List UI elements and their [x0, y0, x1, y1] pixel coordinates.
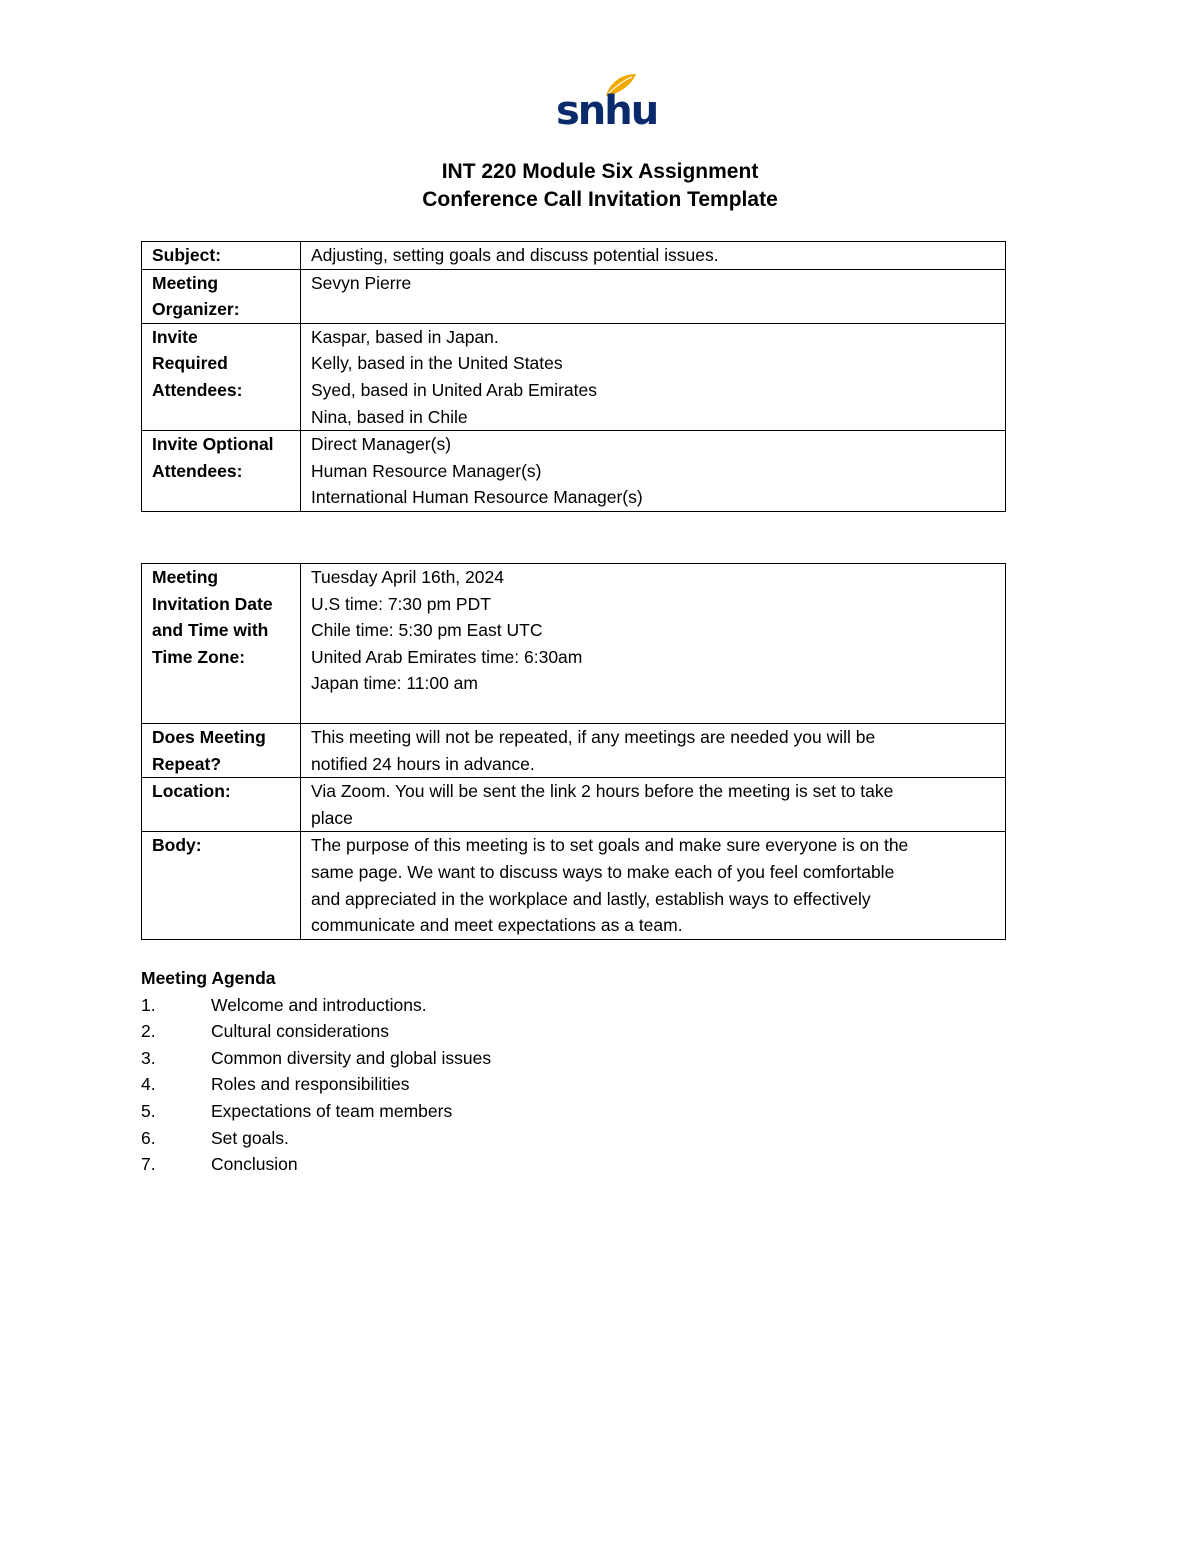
list-item: 4. Roles and responsibilities [141, 1074, 410, 1095]
location-value: Via Zoom. You will be sent the link 2 hours before the meeting is set to take place [301, 778, 1006, 832]
list-item: 6. Set goals. [141, 1127, 289, 1148]
logo-wordmark: snhu [556, 88, 658, 134]
list-item: 5. Expectations of team members [141, 1100, 453, 1121]
required-attendees-label: Invite Required Attendees: [142, 323, 301, 430]
table-row [142, 431, 1006, 512]
list-item: Human Resource Manager(s) [311, 460, 542, 481]
body-value: The purpose of this meeting is to set goals and make sure everyone is on the same page. We want to discuss ways to make each of you feel comfortable and appreciated in the workplace and lastly, establish ways to effectively communicate and meet expectations as a team. [301, 832, 1006, 939]
body-label: Body: [142, 832, 301, 939]
table-row [142, 832, 1006, 939]
list-item: Nina, based in Chile [311, 406, 468, 427]
subject-value: Adjusting, setting goals and discuss potential issues. [301, 242, 1006, 270]
organizer-value: Sevyn Pierre [301, 269, 1006, 323]
list-item: United Arab Emirates time: 6:30am [311, 646, 583, 667]
repeat-label: Does Meeting Repeat? [142, 723, 301, 777]
title-line-2: Conference Call Invitation Template [422, 188, 778, 211]
list-item: Japan time: 11:00 am [311, 673, 478, 694]
list-item: Syed, based in United Arab Emirates [311, 379, 597, 400]
meeting-agenda [141, 965, 491, 1178]
table-row [142, 723, 1006, 777]
agenda-heading: Meeting Agenda [141, 968, 276, 988]
repeat-value: This meeting will not be repeated, if any meetings are needed you will be notified 24 hours in advance. [301, 723, 1006, 777]
list-item: 2. Cultural considerations [141, 1021, 390, 1042]
table-row [142, 778, 1006, 832]
list-item: Direct Manager(s) [311, 434, 452, 455]
subject-label: Subject: [142, 242, 301, 270]
table-row [142, 564, 1006, 724]
list-item: 1. Welcome and introductions. [141, 994, 427, 1015]
location-label: Location: [142, 778, 301, 832]
list-item: Chile time: 5:30 pm East UTC [311, 620, 543, 641]
invitation-details-table [141, 241, 1006, 512]
organizer-label: Meeting Organizer: [142, 269, 301, 323]
list-item: 3. Common diversity and global issues [141, 1047, 492, 1068]
title-line-1: INT 220 Module Six Assignment [441, 160, 759, 183]
date-time-label: Meeting Invitation Date and Time with Time Zone: [142, 564, 301, 724]
table-row [142, 242, 1006, 270]
table-row [142, 269, 1006, 323]
optional-attendees-value [301, 431, 1006, 512]
list-item: 7. Conclusion [141, 1154, 298, 1175]
list-item: Tuesday April 16th, 2024 [311, 567, 504, 587]
date-time-value [301, 564, 1006, 724]
optional-attendees-label: Invite Optional Attendees: [142, 431, 301, 512]
document-title [0, 158, 1200, 214]
table-row [142, 323, 1006, 430]
meeting-info-table [141, 563, 1006, 940]
snhu-logo [556, 72, 658, 134]
required-attendees-value [301, 323, 1006, 430]
list-item: U.S time: 7:30 pm PDT [311, 593, 491, 614]
list-item: Kelly, based in the United States [311, 353, 563, 374]
list-item: International Human Resource Manager(s) [311, 487, 643, 508]
list-item: Kaspar, based in Japan. [311, 326, 499, 347]
